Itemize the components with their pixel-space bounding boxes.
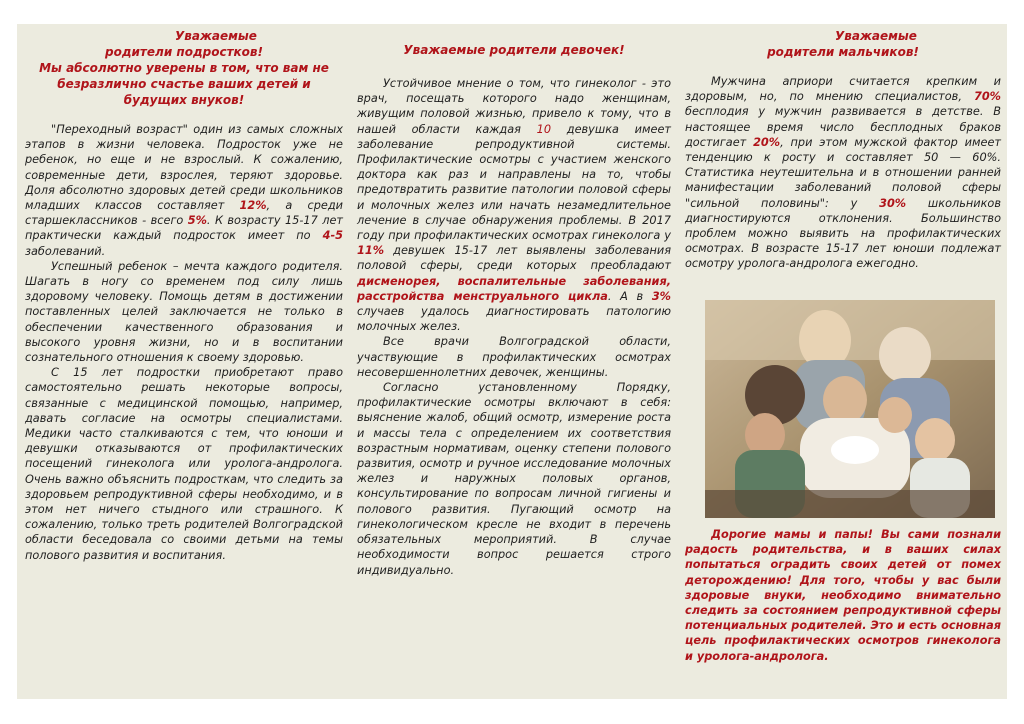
heading-girls-parents: Уважаемые родители девочек! [403, 43, 625, 57]
heading-boys-parents: Уважаемые родители мальчиков! [767, 29, 919, 59]
paragraph-gynecologist: Устойчивое мнение о том, что гинеколог - это врач, посещать которого надо женщинам, живущим половой жизнью, привело к тому, что в нашей области каждая 10 девушка имеет заболевание репродуктивной системы. Профилактические осмотры с участием женского доктора как раз и направлены на то, чтобы предотвратить развитие патологии половой сферы и молочных желез или начать незамедлительное лечение в случае обнаружения проблемы. В 2017 году при профилактических осмотрах гинеколога у 11% девушек 15-17 лет выявлены заболевания половой сферы, среди которых преобладают дисменорея, воспалительные заболевания, расстройства менструального цикла. А в 3% случаев удалось диагностировать патологию молочных желез. [357, 77, 671, 334]
heading-teen-parents: Уважаемые родители подростков! Мы абсолютно уверены в том, что вам не безразлично счастье ваших детей и будущих внуков! [39, 29, 329, 107]
brochure-page [17, 24, 1007, 699]
paragraph-female-doctors: Все врачи Волгоградской области, участвующие в профилактических осмотрах несовершеннолетних девочек, женщины. [357, 335, 671, 379]
paragraph-exam-procedure: Согласно установленному Порядку, профилактические осмотры включают в себя: выяснение жалоб, общий осмотр, измерение роста и массы тела с определением их соответствия возрастным нормативам, оценку степени полового развития, осмотр и ручное исследование молочных желез и наружных половых органов, консультирование по вопросам личной гигиены и полового развития. Пугающий осмотр на гинекологическом кресле не входит в перечень обязательных мероприятий. В случае необходимости вопрос решается строго индивидуально. [357, 381, 671, 577]
closing-message: Дорогие мамы и папы! Вы сами познали радость родительства, и в ваших силах попытаться оградить своих детей от помех деторождению! Для того, чтобы у вас были здоровые внуки, необходимо внимательно следить за состоянием репродуктивной сферы потенциальных родителей. Это и есть основная цель профилактических осмотров гинеколога и уролога-андролога. [685, 528, 1001, 663]
paragraph-successful-child: Успешный ребенок – мечта каждого родителя. Шагать в ногу со временем под силу лишь здоровому человеку. Помощь детям в достижении поставленных целей заключается не только в обеспечении качественного образования и высокого уровня жизни, но и в воспитании сознательного отношения к своему здоровью. [25, 259, 343, 365]
family-painting [705, 300, 995, 518]
column-boys-parents [685, 28, 1001, 272]
paragraph-transition-age: "Переходный возраст" один из самых сложных этапов в жизни человека. Подросток уже не ребенок, но еще и не взрослый. К сожалению, современные дети, взрослея, теряют здоровье. Доля абсолютно здоровых детей среди школьников младших классов составляет 12%, а среди старшеклассников - всего 5%. К возрасту 15-17 лет практически каждый подросток имеет по 4-5 заболеваний. [25, 123, 343, 258]
paragraph-age-15-rights: С 15 лет подростки приобретают право самостоятельно решать некоторые вопросы, связанные с медицинской помощью, например, давать согласие на осмотры специалистами. Медики часто сталкиваются с тем, что юноши и девушки отказываются от профилактических посещений гинеколога или уролога-андролога. Очень важно объяснить подросткам, что следить за здоровьем репродуктивной сферы необходимо, и в этом нет ничего стыдного или страшного. К сожалению, только треть родителей Волгоградской области беседовала со своими детьми на темы полового развития и воспитания. [25, 366, 343, 562]
column-girls-parents [357, 42, 671, 578]
column-teen-parents [25, 28, 343, 563]
family-painting-image [705, 300, 995, 518]
paragraph-male-infertility: Мужчина априори считается крепким и здоровым, но, по мнению специалистов, 70% бесплодия у мужчин развивается в детстве. В настоящее время число бесплодных браков достигает 20%, при этом мужской фактор имеет тенденцию к росту и составляет 50 — 60%. Статистика неутешительна и в отношении ранней манифестации заболеваний половой сферы "сильной половины": у 30% школьников диагностируются отклонения. Большинство проблем можно выявить на профилактических осмотрах. В возрасте 15-17 лет юноши подлежат осмотру уролога-андролога ежегодно. [685, 75, 1001, 271]
